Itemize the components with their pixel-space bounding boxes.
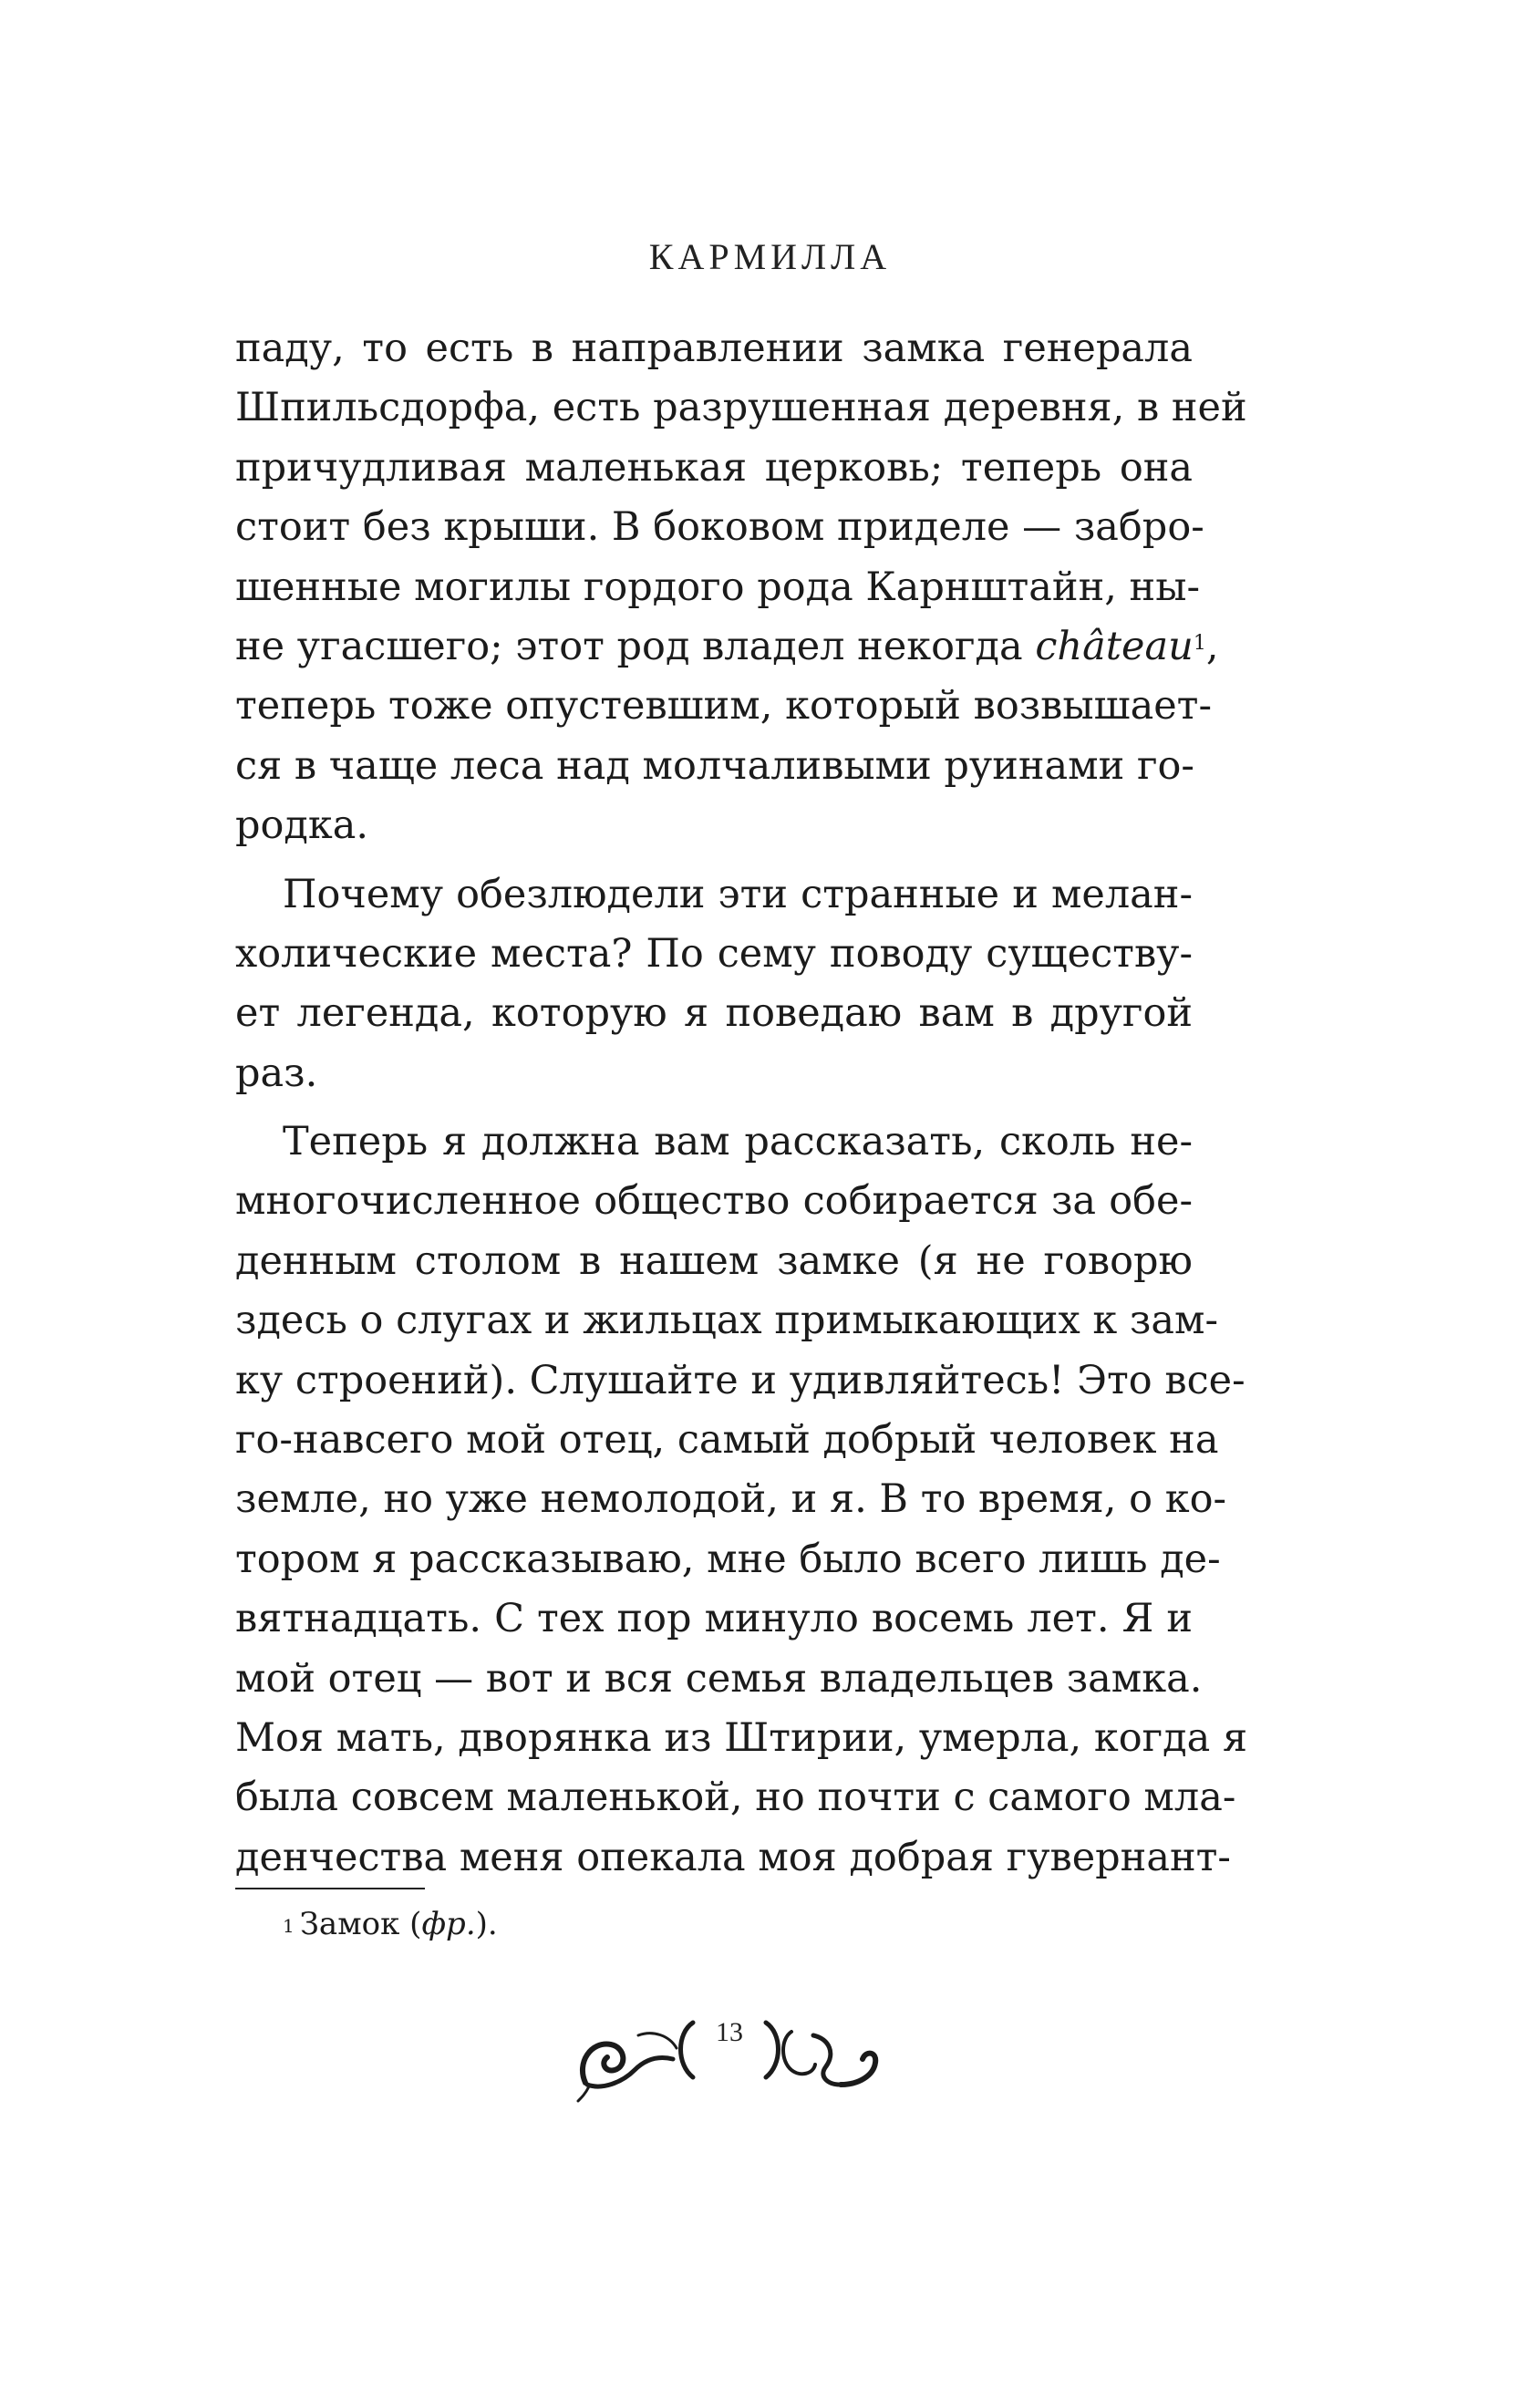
text-line: тором я рассказываю, мне было всего лишь де-	[235, 1536, 1221, 1582]
italic-word: château	[1035, 623, 1194, 669]
text-line: ку строений). Слушайте и удивляйтесь! Это все-	[235, 1357, 1245, 1403]
text-line: стоит без крыши. В боковом приделе — забро-	[235, 504, 1204, 551]
text-line: здесь о слугах и жильцах примыкающих к зам-	[235, 1298, 1218, 1344]
text-line: земле, но уже немолодой, и я. В то время, о ко-	[235, 1476, 1226, 1523]
text-line: денчества меня опекала моя добрая гувернант-	[235, 1834, 1231, 1880]
footnote-marker: 1	[283, 1915, 295, 1937]
text-line: Почему обезлюдели эти странные и мелан-	[283, 871, 1193, 917]
text-line: шенные могилы гордого рода Карнштайн, ны-	[235, 564, 1200, 610]
text-line: раз.	[235, 1050, 318, 1096]
flourish-ornament-icon	[574, 1999, 884, 2108]
footnote-text-after: ).	[475, 1906, 498, 1942]
text-line: родка.	[235, 802, 369, 849]
text-line: Моя мать, дворянка из Штирии, умерла, когда я	[235, 1714, 1248, 1761]
footnote-text-before: Замок (	[299, 1906, 422, 1942]
text-line: ет легенда, которую я поведаю вам в другой	[235, 990, 1193, 1037]
text-line: ся в чаще леса над молчаливыми руинами го-	[235, 742, 1194, 789]
paragraph-2	[235, 865, 1193, 1104]
text-line: го-навсего мой отец, самый добрый человек на	[235, 1417, 1219, 1464]
text-line: вятнадцать. С тех пор минуло восемь лет. Я и	[235, 1596, 1193, 1642]
text-line: причудливая маленькая церковь; теперь она	[235, 444, 1193, 491]
footnote-reference[interactable]: 1	[1193, 631, 1206, 655]
text-line: мой отец — вот и вся семья владельцев замка.	[235, 1655, 1203, 1702]
paragraph-3	[235, 1113, 1248, 1888]
text-line: Шпильсдорфа, есть разрушенная деревня, в ней	[235, 385, 1247, 431]
text-line: теперь тоже опустевшим, который возвышает-	[235, 683, 1212, 730]
page-folio	[574, 1999, 884, 2108]
body-text	[235, 319, 1248, 1888]
running-title: КАРМИЛЛА	[648, 236, 892, 277]
text-line: денным столом в нашем замке (я не говорю	[235, 1237, 1193, 1284]
text-line: Теперь я должна вам рассказать, сколь не-	[283, 1119, 1193, 1165]
text-line: паду, то есть в направлении замка генерала	[235, 326, 1193, 371]
text-segment: не угасшего; этот род владел некогда	[235, 623, 1036, 669]
text-segment: ,	[1205, 623, 1219, 669]
page-number: 13	[716, 2017, 743, 2047]
paragraph-1	[235, 319, 1247, 856]
footnote	[283, 1904, 498, 1944]
text-line: была совсем маленькой, но почти с самого мла-	[235, 1775, 1236, 1821]
text-line-with-footnote-ref	[235, 617, 1219, 677]
footnote-divider	[235, 1888, 425, 1889]
text-line: многочисленное общество собирается за обе-	[235, 1178, 1193, 1225]
footnote-italic: фр.	[421, 1906, 476, 1942]
text-line: холические места? По сему поводу существу-	[235, 930, 1193, 977]
